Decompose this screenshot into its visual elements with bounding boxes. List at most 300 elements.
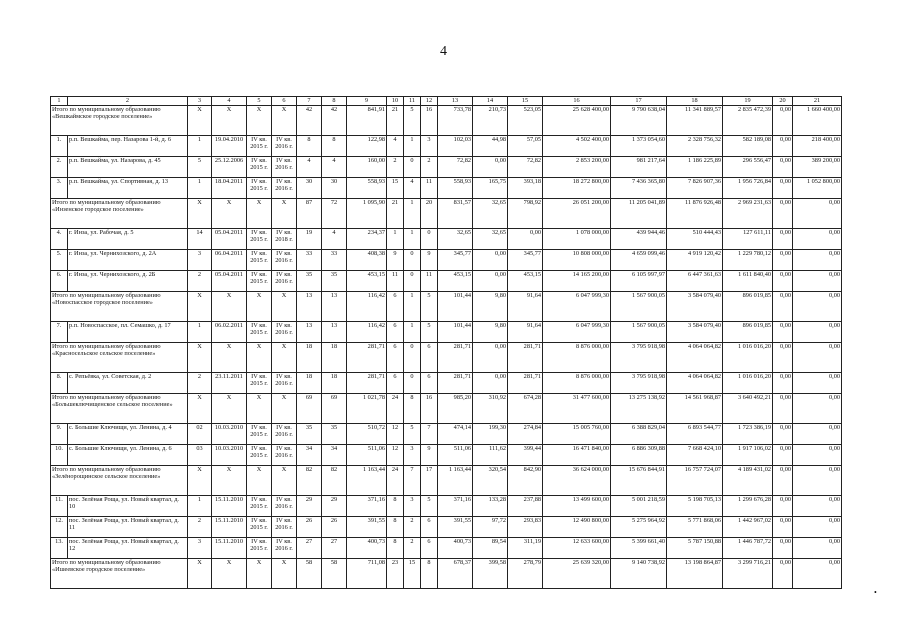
cell-fund-regional: 6 447 361,63 — [667, 271, 723, 292]
cell-cost-total: 6 047 999,30 — [543, 292, 611, 322]
subtotal-row — [51, 292, 842, 322]
cell-fund-federal: 6 105 997,97 — [611, 271, 667, 292]
cell-cost-total: 1 078 000,00 — [543, 229, 611, 250]
cell-plan-end: X — [272, 343, 297, 373]
cell-residents: 18 — [297, 343, 322, 373]
cell-flats-total: 24 — [387, 394, 404, 424]
cell-area-total: 281,71 — [347, 373, 387, 394]
cell-flats-total: 9 — [387, 250, 404, 271]
cell-area-total: 400,73 — [347, 538, 387, 559]
cell-fund-regional: 5 771 868,06 — [667, 517, 723, 538]
cell-plan-start: X — [247, 466, 272, 496]
column-header-12: 12 — [421, 97, 438, 106]
cell-flats-municipal: 1 — [404, 292, 421, 322]
cell-area-municipal: 310,92 — [473, 394, 508, 424]
cell-cost-total: 36 624 000,00 — [543, 466, 611, 496]
cell-fund-extra: 0,00 — [793, 538, 842, 559]
cell-fund-regional: 16 757 724,07 — [667, 466, 723, 496]
cell-fund-federal: 7 436 365,80 — [611, 178, 667, 199]
column-header-11: 11 — [404, 97, 421, 106]
cell-area-total: 391,55 — [347, 517, 387, 538]
table-row — [51, 322, 842, 343]
cell-area-municipal: 133,28 — [473, 496, 508, 517]
table-row — [51, 229, 842, 250]
cell-address: р.п. Новоспасское, пл. Семашко, д. 17 — [68, 322, 188, 343]
cell-area-private: 674,28 — [508, 394, 543, 424]
subtotal-row — [51, 199, 842, 229]
cell-flats-private: 16 — [421, 394, 438, 424]
cell-area-private: 237,88 — [508, 496, 543, 517]
cell-flats-municipal: 0 — [404, 373, 421, 394]
cell-plan-end: IV кв. 2016 г. — [272, 322, 297, 343]
cell-area-total: 711,08 — [347, 559, 387, 589]
cell-flats-total: 8 — [387, 517, 404, 538]
cell-fund-local: 1 611 840,40 — [723, 271, 773, 292]
cell-fund-regional: 5 198 705,13 — [667, 496, 723, 517]
cell-building-number: X — [188, 466, 212, 496]
cell-area-relocated: 678,37 — [438, 559, 473, 589]
cell-fund-local: 896 019,85 — [723, 322, 773, 343]
cell-fund-local: 4 189 431,02 — [723, 466, 773, 496]
cell-fund-federal: 439 944,46 — [611, 229, 667, 250]
cell-plan-end: X — [272, 466, 297, 496]
cell-residents: 4 — [297, 157, 322, 178]
cell-address: с. Репьёвка, ул. Советская, д. 2 — [68, 373, 188, 394]
cell-date: 06.04.2011 — [212, 250, 247, 271]
cell-area-total: 1 095,90 — [347, 199, 387, 229]
cell-cost-total: 12 633 600,00 — [543, 538, 611, 559]
cell-fund-regional: 13 198 864,87 — [667, 559, 723, 589]
cell-fund-federal: 1 373 054,60 — [611, 136, 667, 157]
cell-fund-extra: 1 052 800,00 — [793, 178, 842, 199]
cell-plan-end: IV кв. 2016 г. — [272, 424, 297, 445]
cell-residents: 87 — [297, 199, 322, 229]
cell-plan-end: X — [272, 199, 297, 229]
cell-flats-private: 9 — [421, 250, 438, 271]
cell-address: пос. Зелёная Роща, ул. Новый квартал, д. 11 — [68, 517, 188, 538]
cell-building-number: X — [188, 343, 212, 373]
cell-cost-total: 8 876 000,00 — [543, 343, 611, 373]
cell-residents: 26 — [297, 517, 322, 538]
cell-date: X — [212, 559, 247, 589]
cell-residents: 27 — [297, 538, 322, 559]
cell-fund-local: 3 640 492,21 — [723, 394, 773, 424]
cell-fund-federal: 5 275 964,92 — [611, 517, 667, 538]
cell-area-private: 281,71 — [508, 373, 543, 394]
cell-plan-start: X — [247, 343, 272, 373]
cell-cost-total: 18 272 800,00 — [543, 178, 611, 199]
cell-flats-total: 8 — [387, 496, 404, 517]
cell-area-private: 293,83 — [508, 517, 543, 538]
cell-plan-start: IV кв. 2015 г. — [247, 373, 272, 394]
cell-flats-municipal: 3 — [404, 496, 421, 517]
cell-residents-moved: 58 — [322, 559, 347, 589]
cell-building-number: X — [188, 292, 212, 322]
cell-residents-moved: 82 — [322, 466, 347, 496]
cell-flats-total: 23 — [387, 559, 404, 589]
cell-cost-total: 25 639 320,00 — [543, 559, 611, 589]
cell-flats-private: 5 — [421, 496, 438, 517]
cell-cost-total: 26 051 200,00 — [543, 199, 611, 229]
cell-fund-local: 582 189,08 — [723, 136, 773, 157]
cell-area-relocated: 453,15 — [438, 271, 473, 292]
cell-flats-total: 4 — [387, 136, 404, 157]
cell-cost-total: 14 165 200,00 — [543, 271, 611, 292]
cell-fund-other: 0,00 — [773, 136, 793, 157]
cell-fund-extra: 218 400,00 — [793, 136, 842, 157]
cell-flats-municipal: 5 — [404, 424, 421, 445]
cell-flats-total: 2 — [387, 157, 404, 178]
cell-fund-local: 1 016 016,20 — [723, 373, 773, 394]
cell-residents: 30 — [297, 178, 322, 199]
cell-flats-municipal: 3 — [404, 445, 421, 466]
cell-area-total: 281,71 — [347, 343, 387, 373]
cell-flats-total: 6 — [387, 322, 404, 343]
column-header-8: 8 — [322, 97, 347, 106]
cell-area-municipal: 210,73 — [473, 106, 508, 136]
cell-flats-municipal: 2 — [404, 517, 421, 538]
cell-plan-end: IV кв. 2016 г. — [272, 538, 297, 559]
cell-plan-start: X — [247, 394, 272, 424]
cell-fund-extra: 0,00 — [793, 343, 842, 373]
cell-flats-total: 15 — [387, 178, 404, 199]
cell-address: г. Инза, ул. Чернихозского, д. 2А — [68, 250, 188, 271]
cell-residents-moved: 72 — [322, 199, 347, 229]
cell-date: 05.04.2011 — [212, 229, 247, 250]
cell-area-municipal: 44,98 — [473, 136, 508, 157]
cell-residents: 29 — [297, 496, 322, 517]
cell-flats-municipal: 8 — [404, 394, 421, 424]
municipality-total-label: Итого по муниципальному образованию «Инзенское городское поселение» — [51, 199, 188, 229]
cell-fund-local: 1 446 787,72 — [723, 538, 773, 559]
cell-flats-municipal: 1 — [404, 136, 421, 157]
cell-fund-extra: 0,00 — [793, 445, 842, 466]
cell-area-private: 91,64 — [508, 292, 543, 322]
cell-area-relocated: 831,57 — [438, 199, 473, 229]
cell-address: с. Большие Ключищи, ул. Ленина, д. 4 — [68, 424, 188, 445]
cell-cost-total: 8 876 000,00 — [543, 373, 611, 394]
cell-row-number: 1. — [51, 136, 68, 157]
cell-flats-private: 5 — [421, 322, 438, 343]
column-header-15: 15 — [508, 97, 543, 106]
corner-mark: • — [874, 588, 877, 597]
cell-fund-federal: 1 567 900,05 — [611, 322, 667, 343]
cell-residents: 35 — [297, 271, 322, 292]
cell-date: 05.04.2011 — [212, 271, 247, 292]
cell-area-relocated: 558,93 — [438, 178, 473, 199]
subtotal-row — [51, 106, 842, 136]
table-row — [51, 178, 842, 199]
table-row — [51, 373, 842, 394]
cell-fund-regional: 11 876 926,48 — [667, 199, 723, 229]
cell-building-number: X — [188, 199, 212, 229]
cell-area-relocated: 345,77 — [438, 250, 473, 271]
cell-flats-total: 6 — [387, 373, 404, 394]
cell-flats-municipal: 0 — [404, 157, 421, 178]
cell-flats-municipal: 0 — [404, 271, 421, 292]
cell-residents: 82 — [297, 466, 322, 496]
cell-date: X — [212, 292, 247, 322]
cell-fund-other: 0,00 — [773, 538, 793, 559]
cell-flats-total: 6 — [387, 292, 404, 322]
cell-row-number: 6. — [51, 271, 68, 292]
cell-flats-total: 24 — [387, 466, 404, 496]
cell-fund-regional: 6 893 544,77 — [667, 424, 723, 445]
cell-plan-start: IV кв. 2015 г. — [247, 322, 272, 343]
column-header-13: 13 — [438, 97, 473, 106]
cell-flats-municipal: 0 — [404, 250, 421, 271]
table-row — [51, 136, 842, 157]
cell-flats-municipal: 1 — [404, 322, 421, 343]
cell-cost-total: 13 499 600,00 — [543, 496, 611, 517]
cell-flats-private: 16 — [421, 106, 438, 136]
cell-date: X — [212, 394, 247, 424]
cell-date: X — [212, 343, 247, 373]
cell-plan-end: IV кв. 2016 г. — [272, 178, 297, 199]
cell-fund-extra: 0,00 — [793, 496, 842, 517]
cell-residents-moved: 8 — [322, 136, 347, 157]
cell-date: 19.04.2010 — [212, 136, 247, 157]
cell-plan-start: X — [247, 292, 272, 322]
cell-plan-start: IV кв. 2015 г. — [247, 250, 272, 271]
cell-residents: 42 — [297, 106, 322, 136]
cell-fund-other: 0,00 — [773, 466, 793, 496]
cell-area-municipal: 399,58 — [473, 559, 508, 589]
cell-date: 23.11.2011 — [212, 373, 247, 394]
cell-area-municipal: 89,54 — [473, 538, 508, 559]
cell-area-relocated: 985,20 — [438, 394, 473, 424]
cell-fund-extra: 0,00 — [793, 559, 842, 589]
cell-fund-extra: 0,00 — [793, 424, 842, 445]
municipality-total-label: Итого по муниципальному образованию «Вешкаймское городское поселение» — [51, 106, 188, 136]
cell-residents-moved: 30 — [322, 178, 347, 199]
cell-fund-local: 1 442 967,02 — [723, 517, 773, 538]
subtotal-row — [51, 343, 842, 373]
cell-fund-other: 0,00 — [773, 517, 793, 538]
cell-plan-start: X — [247, 199, 272, 229]
cell-flats-total: 21 — [387, 106, 404, 136]
cell-fund-extra: 0,00 — [793, 229, 842, 250]
cell-plan-end: IV кв. 2016 г. — [272, 517, 297, 538]
cell-area-relocated: 32,65 — [438, 229, 473, 250]
cell-fund-federal: 15 676 844,91 — [611, 466, 667, 496]
cell-address: г. Инза, ул. Рабочая, д. 5 — [68, 229, 188, 250]
cell-area-total: 453,15 — [347, 271, 387, 292]
cell-area-relocated: 371,16 — [438, 496, 473, 517]
cell-row-number: 13. — [51, 538, 68, 559]
cell-area-total: 160,00 — [347, 157, 387, 178]
cell-area-municipal: 9,80 — [473, 322, 508, 343]
cell-plan-end: X — [272, 106, 297, 136]
cell-cost-total: 16 471 840,00 — [543, 445, 611, 466]
cell-flats-total: 12 — [387, 445, 404, 466]
cell-flats-private: 6 — [421, 517, 438, 538]
cell-fund-local: 1 229 780,12 — [723, 250, 773, 271]
cell-building-number: 2 — [188, 373, 212, 394]
cell-fund-regional: 4 064 064,82 — [667, 343, 723, 373]
cell-area-total: 510,72 — [347, 424, 387, 445]
cell-fund-other: 0,00 — [773, 229, 793, 250]
cell-plan-end: X — [272, 559, 297, 589]
cell-fund-federal: 13 275 138,92 — [611, 394, 667, 424]
cell-plan-start: X — [247, 559, 272, 589]
cell-fund-local: 896 019,85 — [723, 292, 773, 322]
cell-plan-start: IV кв. 2015 г. — [247, 538, 272, 559]
column-header-19: 19 — [723, 97, 773, 106]
cell-residents: 34 — [297, 445, 322, 466]
cell-area-private: 0,00 — [508, 229, 543, 250]
cell-flats-total: 11 — [387, 271, 404, 292]
cell-building-number: 3 — [188, 538, 212, 559]
cell-row-number: 2. — [51, 157, 68, 178]
cell-fund-local: 1 917 106,02 — [723, 445, 773, 466]
cell-area-total: 1 021,78 — [347, 394, 387, 424]
column-header-18: 18 — [667, 97, 723, 106]
cell-plan-start: IV кв. 2015 г. — [247, 517, 272, 538]
column-header-3: 3 — [188, 97, 212, 106]
cell-flats-municipal: 4 — [404, 178, 421, 199]
cell-flats-private: 8 — [421, 559, 438, 589]
column-header-16: 16 — [543, 97, 611, 106]
table-row — [51, 445, 842, 466]
cell-fund-regional: 5 787 150,88 — [667, 538, 723, 559]
cell-area-private: 57,05 — [508, 136, 543, 157]
cell-area-municipal: 32,65 — [473, 199, 508, 229]
cell-plan-end: IV кв. 2016 г. — [272, 445, 297, 466]
subtotal-row — [51, 466, 842, 496]
cell-fund-regional: 14 561 968,87 — [667, 394, 723, 424]
column-header-21: 21 — [793, 97, 842, 106]
cell-row-number: 4. — [51, 229, 68, 250]
cell-residents-moved: 33 — [322, 250, 347, 271]
cell-residents-moved: 18 — [322, 343, 347, 373]
cell-plan-start: IV кв. 2015 г. — [247, 271, 272, 292]
cell-date: 10.03.2010 — [212, 424, 247, 445]
cell-area-relocated: 281,71 — [438, 343, 473, 373]
cell-address: г. Инза, ул. Чернихозского, д. 2Б — [68, 271, 188, 292]
table-row — [51, 271, 842, 292]
cell-fund-regional: 7 826 907,36 — [667, 178, 723, 199]
column-header-9: 9 — [347, 97, 387, 106]
cell-row-number: 5. — [51, 250, 68, 271]
cell-residents-moved: 18 — [322, 373, 347, 394]
cell-area-total: 234,37 — [347, 229, 387, 250]
cell-address: пос. Зелёная Роща, ул. Новый квартал, д. 10 — [68, 496, 188, 517]
cell-residents-moved: 35 — [322, 271, 347, 292]
cell-fund-local: 1 299 676,28 — [723, 496, 773, 517]
cell-fund-extra: 0,00 — [793, 292, 842, 322]
cell-fund-other: 0,00 — [773, 445, 793, 466]
cell-area-municipal: 9,80 — [473, 292, 508, 322]
cell-fund-other: 0,00 — [773, 199, 793, 229]
column-header-10: 10 — [387, 97, 404, 106]
cell-area-relocated: 1 163,44 — [438, 466, 473, 496]
cell-fund-other: 0,00 — [773, 496, 793, 517]
cell-fund-extra: 1 660 400,00 — [793, 106, 842, 136]
cell-row-number: 3. — [51, 178, 68, 199]
cell-cost-total: 2 853 200,00 — [543, 157, 611, 178]
cell-fund-regional: 11 341 889,57 — [667, 106, 723, 136]
table-row — [51, 157, 842, 178]
cell-flats-municipal: 15 — [404, 559, 421, 589]
cell-fund-other: 0,00 — [773, 250, 793, 271]
cell-plan-start: IV кв. 2015 г. — [247, 424, 272, 445]
cell-fund-regional: 4 064 064,82 — [667, 373, 723, 394]
cell-date: 15.11.2010 — [212, 538, 247, 559]
cell-residents-moved: 27 — [322, 538, 347, 559]
cell-area-municipal: 0,00 — [473, 271, 508, 292]
subtotal-row — [51, 559, 842, 589]
cell-plan-start: IV кв. 2015 г. — [247, 157, 272, 178]
cell-fund-other: 0,00 — [773, 559, 793, 589]
cell-residents: 58 — [297, 559, 322, 589]
cell-area-private: 311,19 — [508, 538, 543, 559]
cell-residents-moved: 4 — [322, 229, 347, 250]
cell-fund-extra: 0,00 — [793, 199, 842, 229]
cell-plan-end: X — [272, 292, 297, 322]
cell-residents-moved: 35 — [322, 424, 347, 445]
cell-area-private: 72,82 — [508, 157, 543, 178]
cell-flats-private: 7 — [421, 424, 438, 445]
cell-fund-other: 0,00 — [773, 322, 793, 343]
cell-residents-moved: 13 — [322, 322, 347, 343]
cell-date: 15.11.2010 — [212, 517, 247, 538]
cell-flats-private: 0 — [421, 229, 438, 250]
cell-building-number: 3 — [188, 250, 212, 271]
cell-plan-end: IV кв. 2016 г. — [272, 373, 297, 394]
cell-cost-total: 6 047 999,30 — [543, 322, 611, 343]
cell-row-number: 9. — [51, 424, 68, 445]
cell-flats-private: 6 — [421, 538, 438, 559]
cell-residents: 35 — [297, 424, 322, 445]
cell-area-municipal: 0,00 — [473, 157, 508, 178]
column-header-6: 6 — [272, 97, 297, 106]
cell-area-total: 558,93 — [347, 178, 387, 199]
cell-fund-local: 1 016 016,20 — [723, 343, 773, 373]
cell-row-number: 11. — [51, 496, 68, 517]
cell-fund-local: 127 611,11 — [723, 229, 773, 250]
cell-address: р.п. Вешкайма, пер. Назарова 1-й, д. 6 — [68, 136, 188, 157]
cell-fund-extra: 0,00 — [793, 517, 842, 538]
cell-cost-total: 4 502 400,00 — [543, 136, 611, 157]
cell-plan-start: X — [247, 106, 272, 136]
cell-flats-private: 11 — [421, 178, 438, 199]
cell-building-number: 1 — [188, 322, 212, 343]
cell-plan-start: IV кв. 2015 г. — [247, 178, 272, 199]
cell-flats-municipal: 1 — [404, 229, 421, 250]
cell-flats-private: 9 — [421, 445, 438, 466]
cell-fund-other: 0,00 — [773, 178, 793, 199]
cell-building-number: X — [188, 106, 212, 136]
cell-area-relocated: 474,14 — [438, 424, 473, 445]
cell-fund-extra: 0,00 — [793, 394, 842, 424]
cell-flats-total: 1 — [387, 229, 404, 250]
subtotal-row — [51, 394, 842, 424]
cell-fund-local: 3 299 716,21 — [723, 559, 773, 589]
cell-fund-federal: 9 140 738,92 — [611, 559, 667, 589]
cell-date: X — [212, 106, 247, 136]
cell-plan-end: X — [272, 394, 297, 424]
cell-fund-federal: 4 659 099,46 — [611, 250, 667, 271]
cell-residents: 8 — [297, 136, 322, 157]
cell-area-total: 408,38 — [347, 250, 387, 271]
page-number: 4 — [440, 44, 447, 59]
cell-area-relocated: 733,78 — [438, 106, 473, 136]
cell-fund-extra: 0,00 — [793, 373, 842, 394]
cell-area-private: 523,05 — [508, 106, 543, 136]
cell-building-number: 14 — [188, 229, 212, 250]
cell-flats-total: 12 — [387, 424, 404, 445]
